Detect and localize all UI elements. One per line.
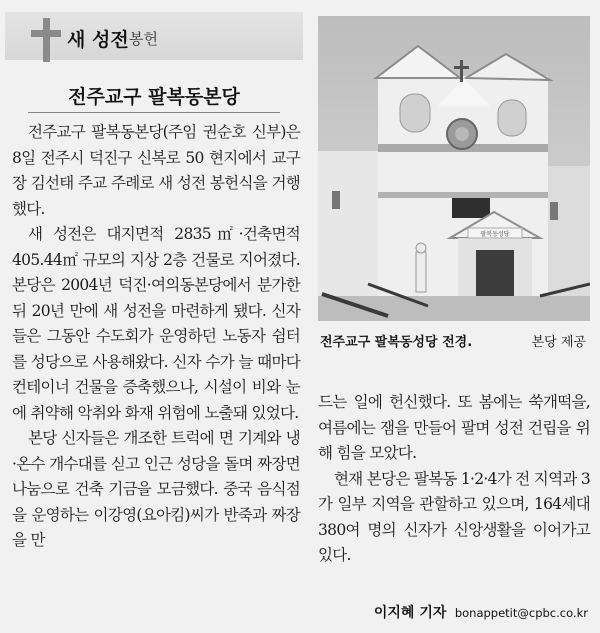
paragraph: 전주교구 팔복동본당(주임 권순호 신부)은 8일 전주시 덕진구 신복로 50 현지에서 교구장 김선태 주교 주례로 새 성전 봉헌식을 거행했다. xyxy=(12,123,300,218)
article-headline: 전주교구 팔복동본당 xyxy=(68,86,240,108)
paragraph: 드는 일에 헌신했다. 또 봄에는 쑥개떡을, 여름에는 잼을 만들어 팔며 성전 건립을 위해 힘을 모았다. xyxy=(318,393,590,462)
paragraph: 새 성전은 대지면적 2835㎡·건축면적 405.44㎡ 규모의 지상 2층 건물로 지어졌다. 본당은 2004년 덕진·여의동본당에서 분가한 뒤 20년 만에 새 성전을 마련하게 됐다. 신자들은 그동안 수도회가 운영하던 노동자 쉼터를 성당으로 사용해왔다. 신자 수가 늘 때마다 컨테이너 건물을 증축했으나, 시설이 비와 눈에 취약해 악취와 화재 위험에 노출돼 있었다. xyxy=(12,225,300,422)
headline-divider xyxy=(28,112,280,113)
church-sign: 팔복동성당 xyxy=(480,231,510,238)
byline xyxy=(374,602,588,622)
cross-icon xyxy=(29,18,65,62)
section-title: 새 성전 xyxy=(67,29,129,51)
reporter-email[interactable]: bonappetit@cpbc.co.kr xyxy=(454,606,588,620)
reporter-name: 이지혜 기자 xyxy=(373,605,447,621)
photo-caption xyxy=(320,331,588,350)
article-column-left xyxy=(12,120,300,554)
section-subtitle: 봉헌 xyxy=(129,30,158,48)
section-header xyxy=(5,12,303,60)
caption-text: 전주교구 팔복동성당 전경. xyxy=(320,335,473,350)
article-column-right xyxy=(318,390,590,569)
paragraph: 본당 신자들은 개조한 트럭에 면 기계와 냉·온수 개수대를 싣고 인근 성당을 돌며 짜장면 나눔으로 건축 기금을 모금했다. 중국 음식점을 운영하는 이강영(요아킴)씨가 반죽과 짜장을 만 xyxy=(12,429,300,549)
paragraph: 현재 본당은 팔복동 1·2·4가 전 지역과 3가 일부 지역을 관할하고 있으며, 164세대 380여 명의 신자가 신앙생활을 이어가고 있다. xyxy=(318,469,591,564)
church-photo xyxy=(318,16,590,321)
photo-credit: 본당 제공 xyxy=(531,335,586,350)
